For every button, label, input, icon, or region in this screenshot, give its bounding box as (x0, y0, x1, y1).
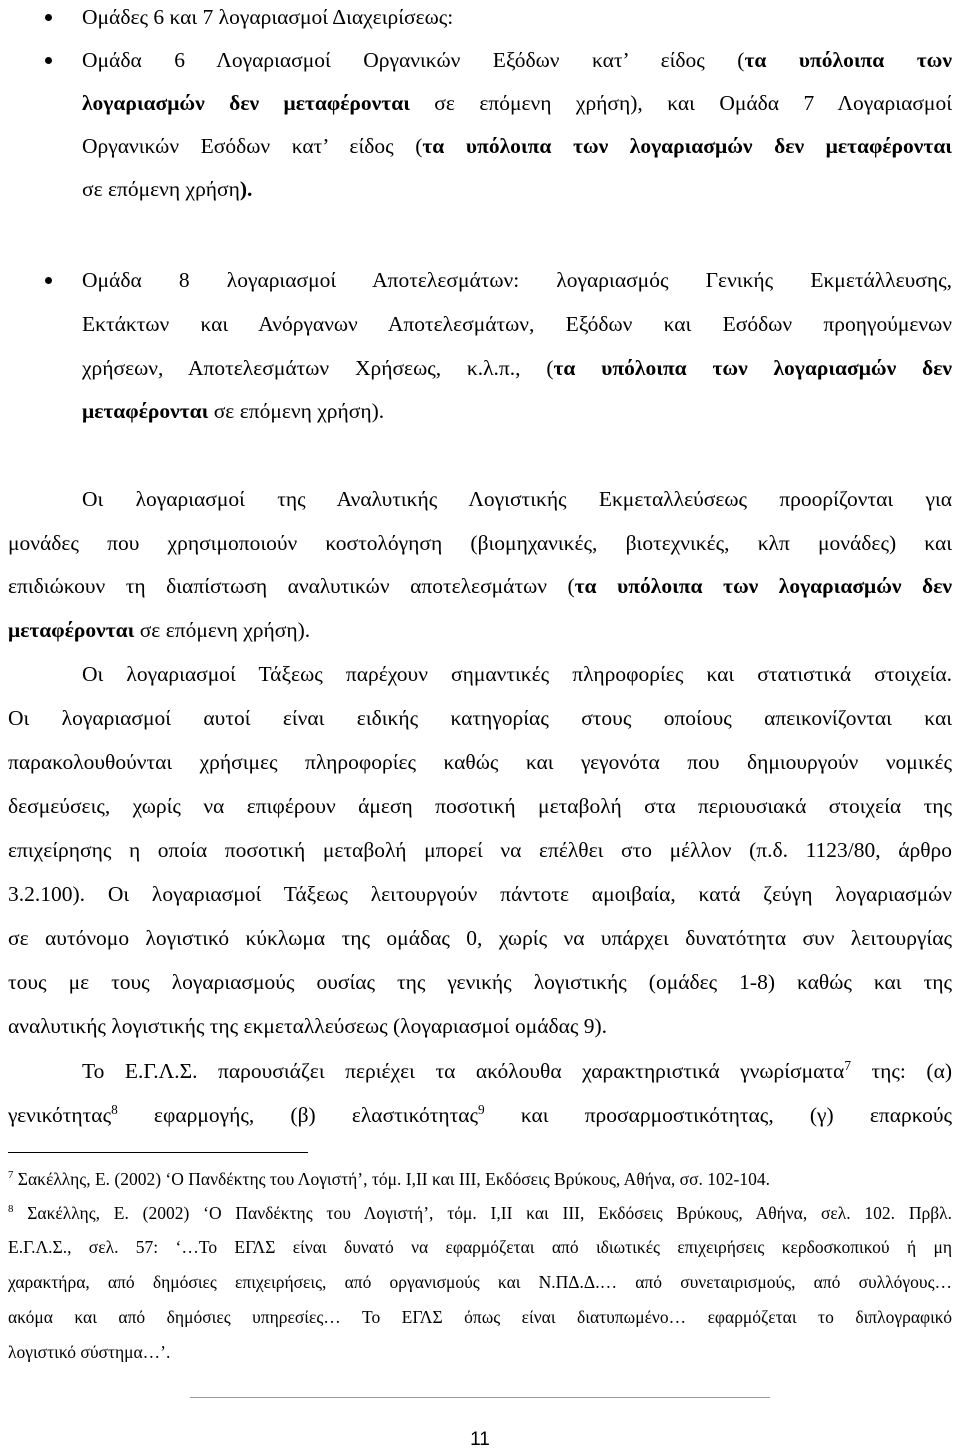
paragraph-line (8, 880, 952, 908)
bold-text-run: τα υπόλοιπα των λογαριασμών δεν (553, 356, 952, 380)
bold-text-run: τα υπόλοιπα των (744, 48, 952, 72)
bullet-item-text (82, 3, 453, 31)
paragraph-line (82, 1057, 952, 1085)
text-run: Το Ε.Γ.Λ.Σ. παρουσιάζει περιέχει τα ακόλουθα χαρακτηριστικά γνωρίσματα (82, 1059, 845, 1083)
text-run: σε αυτόνομο λογιστικό κύκλωμα της ομάδας 0, χωρίς να υπάρχει δυνατότητα συν λειτουργίας (8, 926, 952, 950)
text-run: παρακολουθούνται χρήσιμες πληροφορίες καθώς και γεγονότα που δημιουργούν νομικές (8, 750, 952, 774)
bold-text-run: τα υπόλοιπα των λογαριασμών δεν μεταφέρονται (422, 134, 952, 158)
footnote-text: Ε.Γ.Λ.Σ., σελ. 57: ‘…Το ΕΓΛΣ είναι δυνατό να εφαρμόζεται από ιδιωτικές επιχειρήσεις κερδοσκοπικού ή μη (8, 1237, 952, 1257)
text-run: σε επόμενη χρήση), και Ομάδα 7 Λογαριασμοί (409, 91, 952, 115)
text-run: σε επόμενη χρήση). (208, 399, 385, 423)
footnote-ref[interactable]: 9 (478, 1101, 485, 1117)
footnote-text: χαρακτήρα, από δημόσιες επιχειρήσεις, από οργανισμούς και Ν.ΠΔ.Δ.… από συνεταιρισμούς, από συλλόγους… (8, 1272, 952, 1292)
paragraph-line (82, 660, 952, 688)
footnote-text: Σακέλλης, Ε. (2002) ‘Ο Πανδέκτης του Λογιστή’, τόμ. Ι,ΙΙ και ΙΙΙ, Εκδόσεις Βρύκους, Αθήνα, σελ. 102. Πρβλ. (13, 1203, 952, 1223)
text-run: τους με τους λογαριασμούς ουσίας της γενικής λογιστικής (ομάδες 1-8) καθώς και της (8, 970, 952, 994)
text-run: δεσμεύσεις, χωρίς να επιφέρουν άμεση ποσοτική μεταβολή στα περιουσιακά στοιχεία της (8, 794, 952, 818)
footnote-line (8, 1340, 170, 1364)
footnote-7 (8, 1167, 770, 1191)
text-run: εφαρμογής, (β) ελαστικότητας (117, 1103, 478, 1127)
paragraph-line (8, 748, 952, 776)
paragraph-line (8, 968, 952, 996)
text-run: Ομάδα 8 λογαριασμοί Αποτελεσμάτων: λογαριασμός Γενικής Εκμετάλλευσης, (82, 268, 952, 292)
footnote-line (8, 1305, 952, 1329)
footnote-text: λογιστικό σύστημα…’. (8, 1342, 171, 1362)
text-run: αναλυτικής λογιστικής της εκμεταλλεύσεως (λογαριασμοί ομάδας 9). (8, 1014, 608, 1038)
paragraph-line (8, 529, 952, 557)
text-run: Οι λογαριασμοί της Αναλυτικής Λογιστικής Εκμεταλλεύσεως προορίζονται για (82, 487, 952, 511)
bold-text-run: ). (239, 177, 253, 201)
text-run: Οι λογαριασμοί Τάξεως παρέχουν σημαντικές πληροφορίες και στατιστικά στοιχεία. (82, 662, 952, 686)
footnote-separator (8, 1152, 308, 1153)
footnote-ref[interactable]: 8 (111, 1101, 118, 1117)
text-run: μονάδες που χρησιμοποιούν κοστολόγηση (βιομηχανικές, βιοτεχνικές, κλπ μονάδες) και (8, 531, 952, 555)
bullet-item-line (82, 397, 384, 425)
footnote-8 (8, 1201, 952, 1225)
text-run: Οργανικών Εσόδων κατ’ είδος ( (82, 134, 423, 158)
footnote-line (8, 1270, 952, 1294)
paragraph-line (8, 924, 952, 952)
bullet-item-line (82, 46, 952, 74)
bold-text-run: μεταφέρονται (82, 399, 209, 423)
footer-divider (190, 1397, 770, 1398)
paragraph-line (8, 1012, 607, 1040)
text-run: γενικότητας (8, 1103, 112, 1127)
text-run: Οι λογαριασμοί αυτοί είναι ειδικής κατηγορίας στους οποίους απεικονίζονται και (8, 706, 952, 730)
text-run: επιδιώκουν τη διαπίστωση αναλυτικών αποτελεσμάτων ( (8, 574, 575, 598)
bullet-item-line (82, 266, 952, 294)
footnote-line (8, 1235, 952, 1259)
bullet-marker (45, 277, 52, 284)
text-run: Ομάδα 6 Λογαριασμοί Οργανικών Εξόδων κατ’ είδος ( (82, 48, 745, 72)
paragraph-line (8, 572, 952, 600)
paragraph-line (8, 616, 310, 644)
text-run: της: (α) (851, 1059, 952, 1083)
text-run: Ομάδες 6 και 7 λογαριασμοί Διαχειρίσεως: (82, 5, 454, 29)
footnote-number: 8 (8, 1203, 14, 1216)
text-run: και προσαρμοστικότητας, (γ) επαρκούς (484, 1103, 952, 1127)
bullet-marker (45, 14, 52, 21)
bold-text-run: μεταφέρονται (8, 618, 135, 642)
footnote-ref[interactable]: 7 (844, 1057, 851, 1073)
text-run: χρήσεων, Αποτελεσμάτων Χρήσεως, κ.λ.π., ( (82, 356, 554, 380)
footnote-text: ακόμα και από δημόσιες υπηρεσίες… Το ΕΓΛΣ όπως είναι διατυπωμένο… εφαρμόζεται το διπλογραφικό (8, 1307, 952, 1327)
page-number: 11 (470, 1429, 490, 1450)
paragraph-line (82, 485, 952, 513)
paragraph-line (8, 836, 952, 864)
bullet-item-line (82, 89, 952, 117)
bold-text-run: λογαριασμών δεν μεταφέρονται (82, 91, 410, 115)
text-run: σε επόμενη χρήση (82, 177, 240, 201)
paragraph-line (8, 704, 952, 732)
text-run: σε επόμενη χρήση). (134, 618, 311, 642)
footnote-text: Σακέλλης, Ε. (2002) ‘Ο Πανδέκτης του Λογιστή’, τόμ. Ι,ΙΙ και ΙΙΙ, Εκδόσεις Βρύκους, Αθήνα, σσ. 102-104. (13, 1169, 770, 1189)
bullet-item-line (82, 310, 952, 338)
text-run: επιχείρησης η οποία ποσοτική μεταβολή μπορεί να επέλθει στο μέλλον (π.δ. 1123/80, άρθρο (8, 838, 952, 862)
bullet-item-line (82, 354, 952, 382)
text-run: 3.2.100). Οι λογαριασμοί Τάξεως λειτουργούν πάντοτε αμοιβαία, κατά ζεύγη λογαριασμών (8, 882, 952, 906)
paragraph-line (8, 1101, 952, 1129)
bullet-item-line (82, 132, 952, 160)
bold-text-run: τα υπόλοιπα των λογαριασμών δεν (574, 574, 952, 598)
bullet-item-line (82, 175, 252, 203)
paragraph-line (8, 792, 952, 820)
bullet-marker (45, 57, 52, 64)
footnote-number: 7 (8, 1169, 14, 1182)
text-run: Εκτάκτων και Ανόργανων Αποτελεσμάτων, Εξόδων και Εσόδων προηγούμενων (82, 312, 952, 336)
